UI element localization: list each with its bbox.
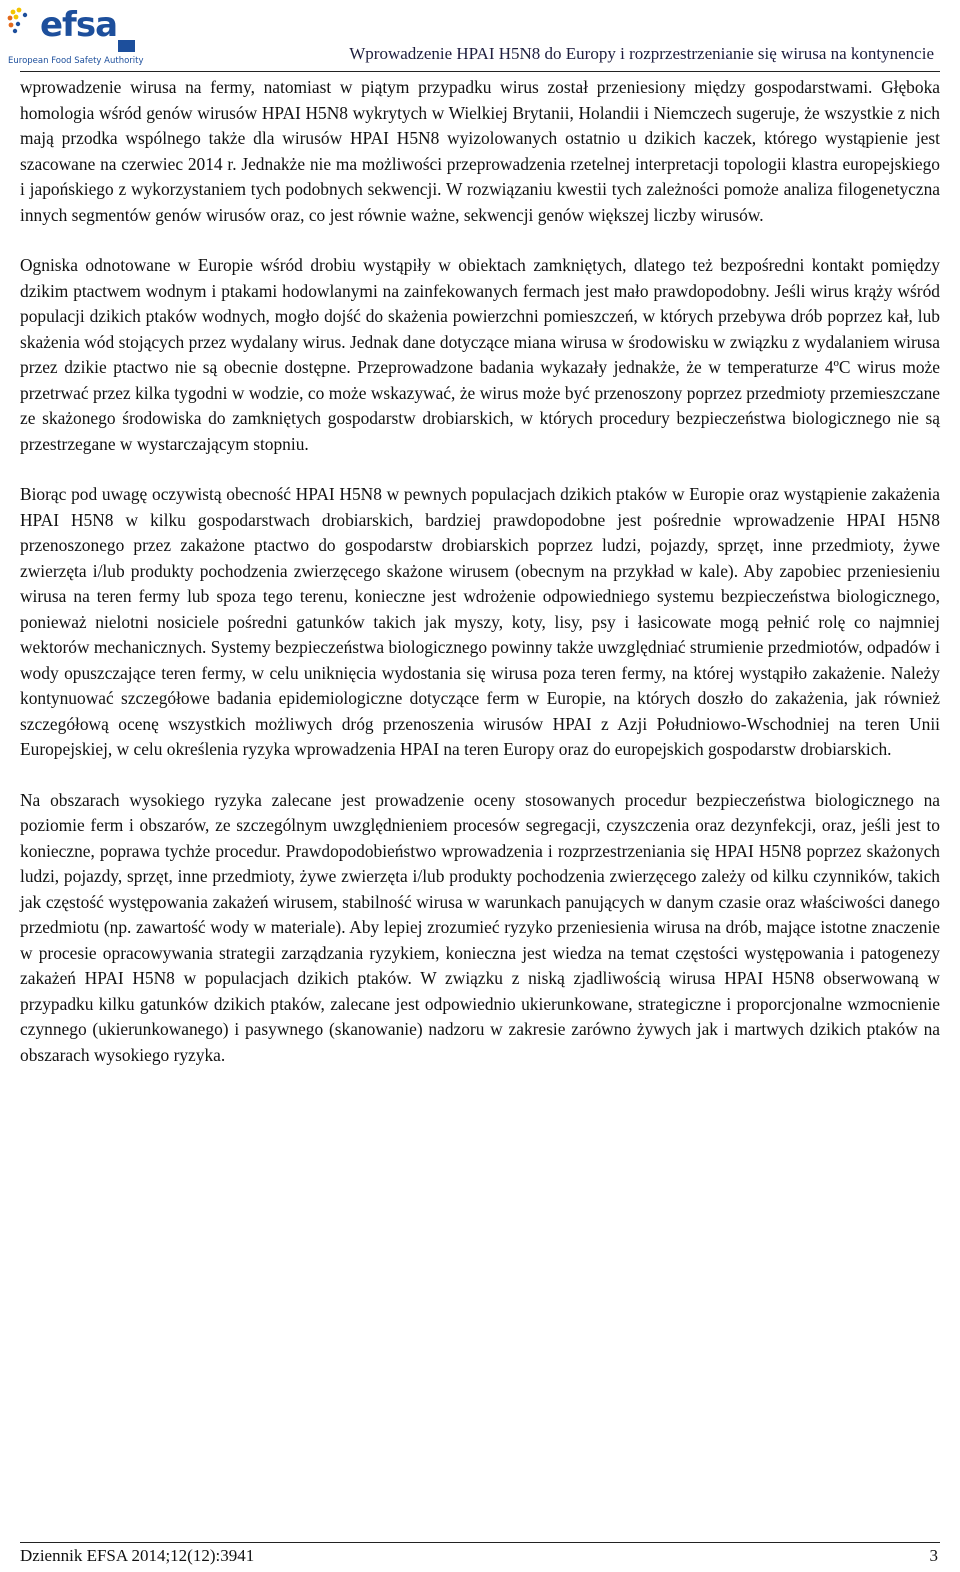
efsa-logo xyxy=(6,6,156,68)
header-divider xyxy=(20,71,940,72)
paragraph-2: Ogniska odnotowane w Europie wśród drobiu wystąpiły w obiektach zamkniętych, dlatego też bezpośredni kontakt pomiędzy dzikim ptactwem wodnym i ptakami hodowlanymi na zainfekowanych fermach jest mało prawdopodobny. Jeśli wirus krąży wśród populacji dzikich ptaków wodnych, mogło dojść do skażenia powierzchni pomieszczeń, w których przebywa drób poprzez kał, lub skażenia wód stojących przez wydalany wirus. Jednak dane dotyczące miana wirusa w środowisku w związku z wydalaniem wirusa przez dzikie ptactwo nie są obecnie dostępne. Przeprowadzone badania wykazały jednakże, że w temperaturze 4ºC wirus może przetrwać przez kilka tygodni w wodzie, co może wskazywać, że wirus może być przenoszony poprzez przedmioty przemieszczane ze skażonego środowiska do zamkniętych gospodarstw drobiarskich, w których procedury bezpieczeństwa biologicznego nie są przestrzegane w wystarczającym stopniu. xyxy=(20,255,940,454)
paragraph-4: Na obszarach wysokiego ryzyka zalecane jest prowadzenie oceny stosowanych procedur bezpieczeństwa biologicznego na poziomie ferm i obszarów, ze szczególnym uwzględnieniem procesów segregacji, czyszczenia oraz dezynfekcji, oraz, jeśli jest to konieczne, poprawa tychże procedur. Prawdopodobieństwo wprowadzenia i rozprzestrzeniania się HPAI H5N8 poprzez skażonych ludzi, pojazdy, sprzęt, inne przedmioty, żywe zwierzęta i/lub produkty pochodzenia zwierzęcego zależy od kilku czynników, takich jak częstość występowania zakażeń wirusem, stabilność wirusa w warunkach panujących w danym czasie oraz właściwości danego przedmiotu (np. zawartość wody w materiale). Aby lepiej zrozumieć ryzyko przeniesienia wirusa na drób, mające istotne znaczenie w procesie opracowywania strategii zarządzania ryzykiem, konieczna jest wiedza na temat częstości występowania i patogenezy zakażeń HPAI H5N8 w populacjach dzikich ptaków. W związku z niską zjadliwością wirusa HPAI H5N8 obserwowaną w przypadku kilku gatunków dzikich ptaków, zalecane jest odpowiednio ukierunkowane, strategiczne i proporcjonalne wzmocnienie czynnego (ukierunkowanego) i pasywnego (skanowanie) nadzoru w zakresie zarówno żywych jak i martwych dzikich ptaków na obszarach wysokiego ryzyka. xyxy=(20,789,940,1065)
page-number: 3 xyxy=(929,1546,938,1565)
paragraph-3: Biorąc pod uwagę oczywistą obecność HPAI H5N8 w pewnych populacjach dzikich ptaków w Europie oraz wystąpienie zakażenia HPAI H5N8 w kilku gospodarstwach drobiarskich, bardziej prawdopodobne jest pośrednie wprowadzenie HPAI H5N8 przenoszonego przez zakażone ptactwo do gospodarstw drobiarskich poprzez ludzi, pojazdy, sprzęt, inne przedmioty, żywe zwierzęta i/lub produkty pochodzenia zwierzęcego skażone wirusem (obecnym na przykład w kale). Aby zapobiec przeniesieniu wirusa na teren fermy lub spoza tego terenu, konieczne jest wdrożenie odpowiedniego systemu bezpieczeństwa biologicznego, ponieważ nielotni nosiciele pośredni gatunków takich jak myszy, koty, lisy, psy i łasicowate mogą pełnić rolę co najmniej wektorów mechanicznych. Systemy bezpieczeństwa biologicznego powinny także uwzględniać strumienie przedmiotów, odpadów i wody opuszczające teren fermy, w celu uniknięcia wydostania się wirusa poza teren fermy, na której wystąpiło zakażenie. Należy kontynuować szczegółowe badania epidemiologiczne dotyczące ferm w Europie, na których doszło do zakażenia, jak również szczegółową ocenę wszystkich możliwych dróg przenoszenia wirusów HPAI z Azji Południowo-Wschodniej na teren Unii Europejskiej, w celu określenia ryzyka wprowadzenia HPAI na teren Europy oraz do europejskich gospodarstw drobiarskich. xyxy=(20,484,940,759)
document-body xyxy=(20,75,940,1093)
footer-divider xyxy=(20,1542,940,1543)
efsa-tagline: European Food Safety Authority xyxy=(8,56,144,66)
page-header xyxy=(0,0,960,72)
eu-flag-icon xyxy=(118,40,135,52)
efsa-wordmark: efsa xyxy=(40,5,118,45)
paragraph-1: wprowadzenie wirusa na fermy, natomiast w piątym przypadku wirus został przeniesiony między gospodarstwami. Głęboka homologia wśród genów wirusów HPAI H5N8 wykrytych w Wielkiej Brytanii, Holandii i Niemczech sugeruje, że wszystkie z nich mają przodka wspólnego także dla wirusów HPAI H5N8 wyizolowanych ostatnio u dzikich kaczek, którego wystąpienie jest szacowane na czerwiec 2014 r. Jednakże nie ma możliwości przeprowadzenia rzetelnej interpretacji topologii klastra europejskiego i japońskiego z wykorzystaniem tych podobnych sekwencji. W rozwiązaniu kwestii tych zależności pomoże analiza filogenetyczna innych segmentów genów wirusów oraz, co jest równie ważne, sekwencji genów większej liczby wirusów. xyxy=(20,77,940,225)
page-footer xyxy=(20,1546,940,1568)
running-title: Wprowadzenie HPAI H5N8 do Europy i rozprzestrzenianie się wirusa na kontynencie xyxy=(349,44,934,63)
journal-citation: Dziennik EFSA 2014;12(12):3941 xyxy=(20,1546,255,1565)
efsa-logo-icon xyxy=(6,6,38,38)
